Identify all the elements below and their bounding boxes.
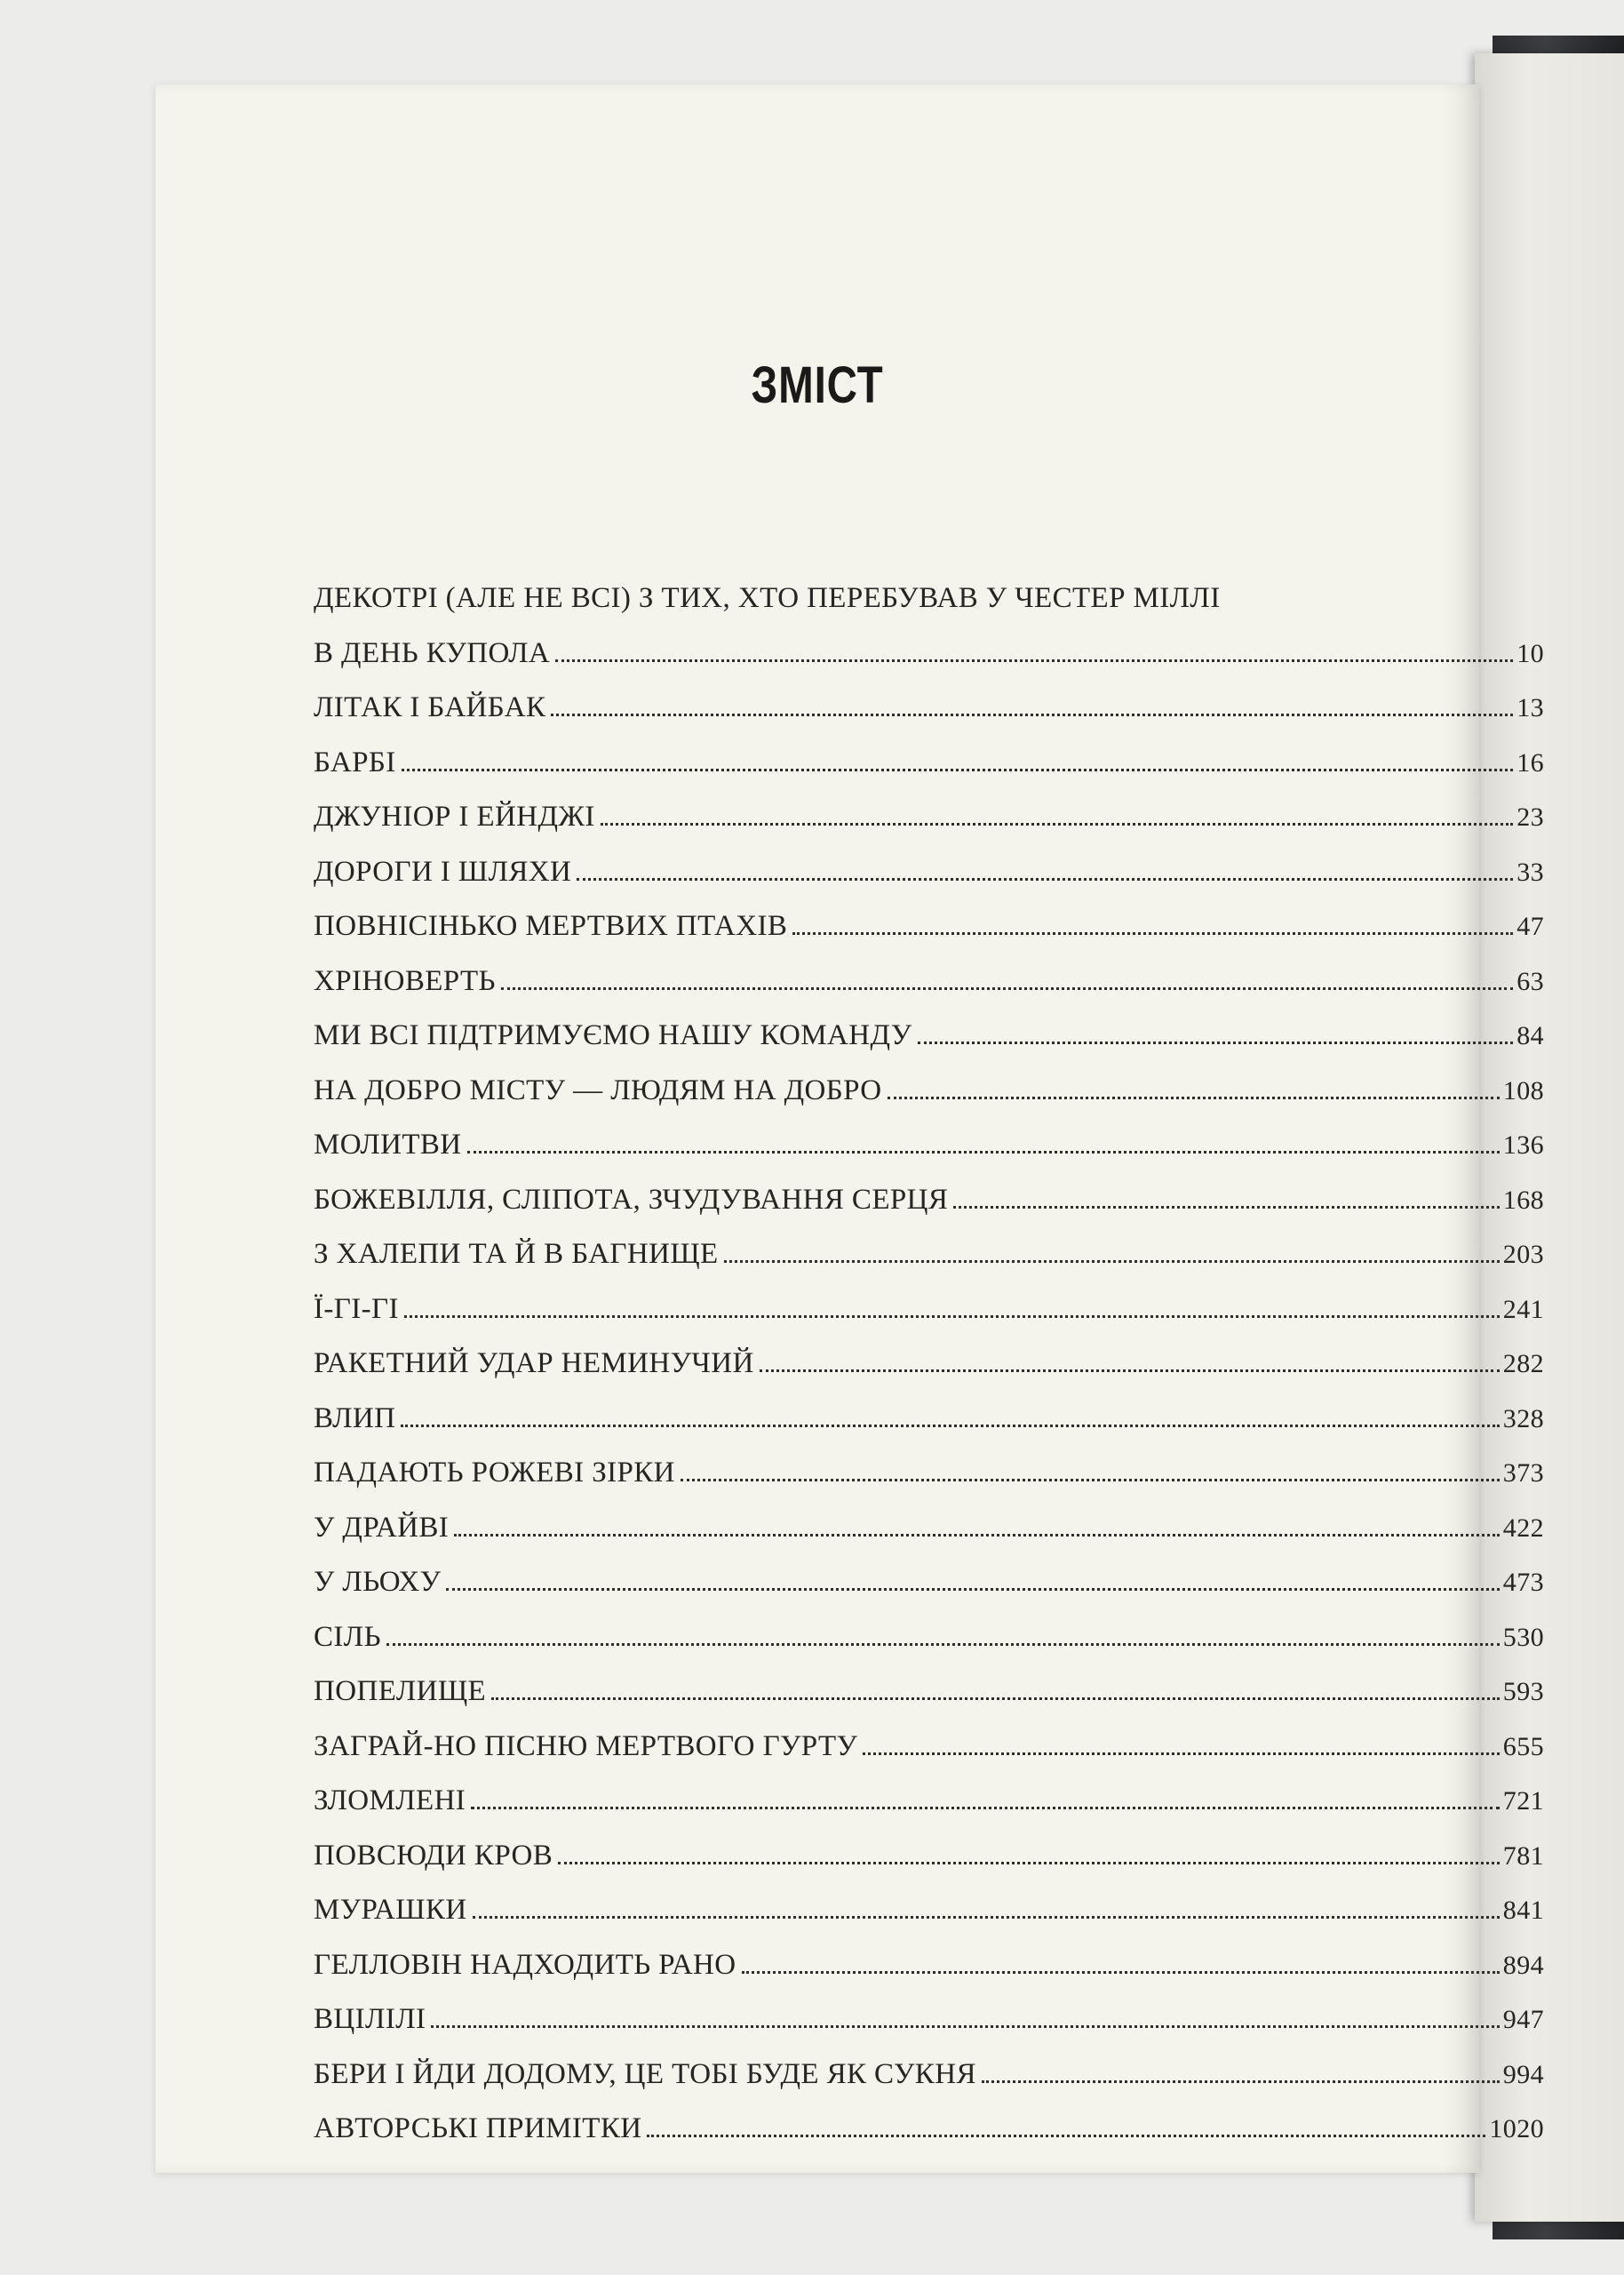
dot-leader bbox=[551, 713, 1513, 716]
toc-entry[interactable] bbox=[314, 965, 1544, 1020]
page-title: ЗМІСТ bbox=[751, 356, 884, 414]
toc-entry-title: ПОПЕЛИЩЕ bbox=[314, 1675, 487, 1707]
toc-entry[interactable] bbox=[314, 582, 1544, 691]
dot-leader bbox=[601, 822, 1513, 826]
dot-leader bbox=[467, 1150, 1500, 1153]
toc-entry-title: ХРІНОВЕРТЬ bbox=[314, 964, 496, 997]
toc-entry-page: 841 bbox=[1502, 1896, 1544, 1925]
dot-leader bbox=[386, 1642, 1500, 1646]
toc-entry-title: АВТОРСЬКІ ПРИМІТКИ bbox=[314, 2112, 642, 2144]
dot-leader bbox=[742, 1970, 1500, 1974]
toc-entry[interactable] bbox=[314, 2058, 1544, 2113]
dot-leader bbox=[558, 1861, 1500, 1864]
toc-entry-title: ПОВНІСІНЬКО МЕРТВИХ ПТАХІВ bbox=[314, 910, 788, 942]
toc-entry-page: 781 bbox=[1502, 1840, 1544, 1871]
dot-leader bbox=[454, 1533, 1500, 1537]
toc-entry[interactable] bbox=[314, 1293, 1544, 1348]
toc-entry-title: ВЛИП bbox=[314, 1401, 396, 1434]
toc-entry-page: 721 bbox=[1502, 1786, 1544, 1816]
toc-entry[interactable] bbox=[314, 856, 1544, 911]
dot-leader bbox=[491, 1696, 1500, 1700]
toc-entry-title: БАРБІ bbox=[314, 746, 396, 778]
toc-entry-title: ЗАГРАЙ-НО ПІСНЮ МЕРТВОГО ГУРТУ bbox=[314, 1729, 858, 1762]
toc-entry-title: ВЦІЛІЛІ bbox=[314, 2003, 426, 2035]
toc-entry-title: РАКЕТНИЙ УДАР НЕМИНУЧИЙ bbox=[314, 1347, 754, 1379]
dot-leader bbox=[681, 1478, 1500, 1481]
toc-entry-page: 473 bbox=[1502, 1568, 1544, 1597]
toc-entry-page: 23 bbox=[1517, 802, 1544, 832]
dot-leader bbox=[402, 768, 1514, 771]
toc-entry[interactable] bbox=[314, 1402, 1544, 1457]
toc-entry-title: ЗЛОМЛЕНІ bbox=[314, 1784, 466, 1816]
toc-entry-title: У ЛЬОХУ bbox=[314, 1566, 442, 1598]
toc-entry[interactable] bbox=[314, 1074, 1544, 1130]
dot-leader bbox=[918, 1041, 1514, 1044]
toc-entry-page: 328 bbox=[1502, 1403, 1544, 1433]
toc-entry-page: 10 bbox=[1517, 638, 1544, 668]
toc-entry[interactable] bbox=[314, 1457, 1544, 1512]
dot-leader bbox=[401, 1424, 1499, 1427]
toc-entry[interactable] bbox=[314, 1184, 1544, 1239]
toc-entry[interactable] bbox=[314, 1129, 1544, 1184]
toc-entry-title: ГЕЛЛОВІН НАДХОДИТЬ РАНО bbox=[314, 1948, 736, 1981]
dot-leader bbox=[724, 1259, 1500, 1263]
toc-entry-page: 282 bbox=[1502, 1349, 1544, 1378]
toc-entry-page: 47 bbox=[1517, 912, 1544, 941]
toc-entry-page: 84 bbox=[1517, 1021, 1544, 1050]
toc-entry[interactable] bbox=[314, 691, 1544, 746]
dot-leader bbox=[473, 1915, 1500, 1919]
toc-entry-title: ЛІТАК І БАЙБАК bbox=[314, 691, 546, 723]
toc-entry-page: 168 bbox=[1502, 1185, 1544, 1215]
toc-entry-page: 241 bbox=[1502, 1294, 1544, 1324]
toc-entry-title: ДЖУНІОР І ЕЙНДЖІ bbox=[314, 801, 595, 833]
toc-entry[interactable] bbox=[314, 1019, 1544, 1074]
toc-entry-page: 422 bbox=[1502, 1513, 1544, 1543]
dot-leader bbox=[888, 1096, 1500, 1099]
dot-leader bbox=[555, 659, 1513, 662]
dot-leader bbox=[647, 2134, 1485, 2137]
toc-entry[interactable] bbox=[314, 1512, 1544, 1567]
toc-entry[interactable] bbox=[314, 910, 1544, 965]
toc-entry-title: ПОВСЮДИ КРОВ bbox=[314, 1839, 553, 1872]
dot-leader bbox=[982, 2079, 1500, 2083]
toc-entry-page: 136 bbox=[1502, 1130, 1544, 1160]
toc-entry-title: МИ ВСІ ПІДТРИМУЄМО НАШУ КОМАНДУ bbox=[314, 1019, 912, 1051]
toc-entry[interactable] bbox=[314, 1347, 1544, 1402]
toc-entry-page: 530 bbox=[1502, 1622, 1544, 1652]
toc-entry[interactable] bbox=[314, 1784, 1544, 1840]
toc-entry-page: 33 bbox=[1517, 857, 1544, 887]
toc-entry-title: ПАДАЮТЬ РОЖЕВІ ЗІРКИ bbox=[314, 1457, 675, 1489]
toc-entry[interactable] bbox=[314, 746, 1544, 802]
dot-leader bbox=[404, 1314, 1500, 1318]
toc-entry-page: 373 bbox=[1502, 1458, 1544, 1488]
toc-entry[interactable] bbox=[314, 2112, 1544, 2167]
toc-entry-page: 1020 bbox=[1489, 2114, 1544, 2143]
dot-leader bbox=[471, 1806, 1500, 1809]
toc-entry-title: ДОРОГИ І ШЛЯХИ bbox=[314, 855, 572, 888]
toc-entry-page: 203 bbox=[1502, 1240, 1544, 1269]
toc-entry-page: 593 bbox=[1502, 1677, 1544, 1706]
toc-entry-page: 108 bbox=[1502, 1075, 1544, 1106]
dot-leader bbox=[863, 1752, 1500, 1755]
toc-entry-page: 16 bbox=[1517, 747, 1544, 778]
toc-entry[interactable] bbox=[314, 2003, 1544, 2058]
dot-leader bbox=[446, 1587, 1499, 1591]
toc-entry[interactable] bbox=[314, 801, 1544, 856]
dot-leader bbox=[953, 1205, 1500, 1209]
toc-entry-title: СІЛЬ bbox=[314, 1620, 381, 1653]
toc-entry-title: Ї-ГІ-ГІ bbox=[314, 1292, 399, 1325]
toc-entry-title: У ДРАЙВІ bbox=[314, 1511, 450, 1544]
dot-leader bbox=[577, 877, 1513, 881]
toc-entry-title: БЕРИ І ЙДИ ДОДОМУ, ЦЕ ТОБІ БУДЕ ЯК СУКНЯ bbox=[314, 2057, 976, 2090]
toc-entry[interactable] bbox=[314, 1566, 1544, 1621]
toc-entry-title: БОЖЕВІЛЛЯ, СЛІПОТА, ЗЧУДУВАННЯ СЕРЦЯ bbox=[314, 1183, 949, 1216]
dot-leader bbox=[501, 986, 1513, 990]
toc-entry[interactable] bbox=[314, 1238, 1544, 1293]
toc-entry-page: 655 bbox=[1502, 1731, 1544, 1761]
toc-entry-title: МУРАШКИ bbox=[314, 1894, 467, 1926]
toc-entry[interactable] bbox=[314, 1675, 1544, 1730]
toc-entry-page: 63 bbox=[1517, 966, 1544, 996]
table-of-contents bbox=[314, 582, 1544, 2167]
toc-entry[interactable] bbox=[314, 1894, 1544, 1949]
toc-entry-title: ДЕКОТРІ (АЛЕ НЕ ВСІ) З ТИХ, ХТО ПЕРЕБУВАВ У ЧЕСТЕР МІЛЛІ bbox=[314, 582, 1221, 614]
toc-entry-title: З ХАЛЕПИ ТА Й В БАГНИЩЕ bbox=[314, 1238, 719, 1270]
toc-entry-title: НА ДОБРО МІСТУ — ЛЮДЯМ НА ДОБРО bbox=[314, 1074, 882, 1106]
toc-entry[interactable] bbox=[314, 1840, 1544, 1895]
toc-entry-page: 13 bbox=[1517, 693, 1544, 722]
toc-entry-page: 894 bbox=[1502, 1950, 1544, 1980]
book-page bbox=[155, 84, 1544, 2173]
toc-entry[interactable] bbox=[314, 1949, 1544, 2004]
toc-entry-page: 947 bbox=[1502, 2005, 1544, 2034]
toc-entry-title-continued: В ДЕНЬ КУПОЛА bbox=[314, 636, 551, 669]
toc-entry[interactable] bbox=[314, 1621, 1544, 1676]
toc-entry-title: МОЛИТВИ bbox=[314, 1129, 462, 1161]
dot-leader bbox=[431, 2024, 1499, 2028]
dot-leader bbox=[760, 1369, 1500, 1372]
toc-entry[interactable] bbox=[314, 1730, 1544, 1785]
dot-leader bbox=[792, 931, 1513, 935]
toc-entry-page: 994 bbox=[1502, 2059, 1544, 2089]
